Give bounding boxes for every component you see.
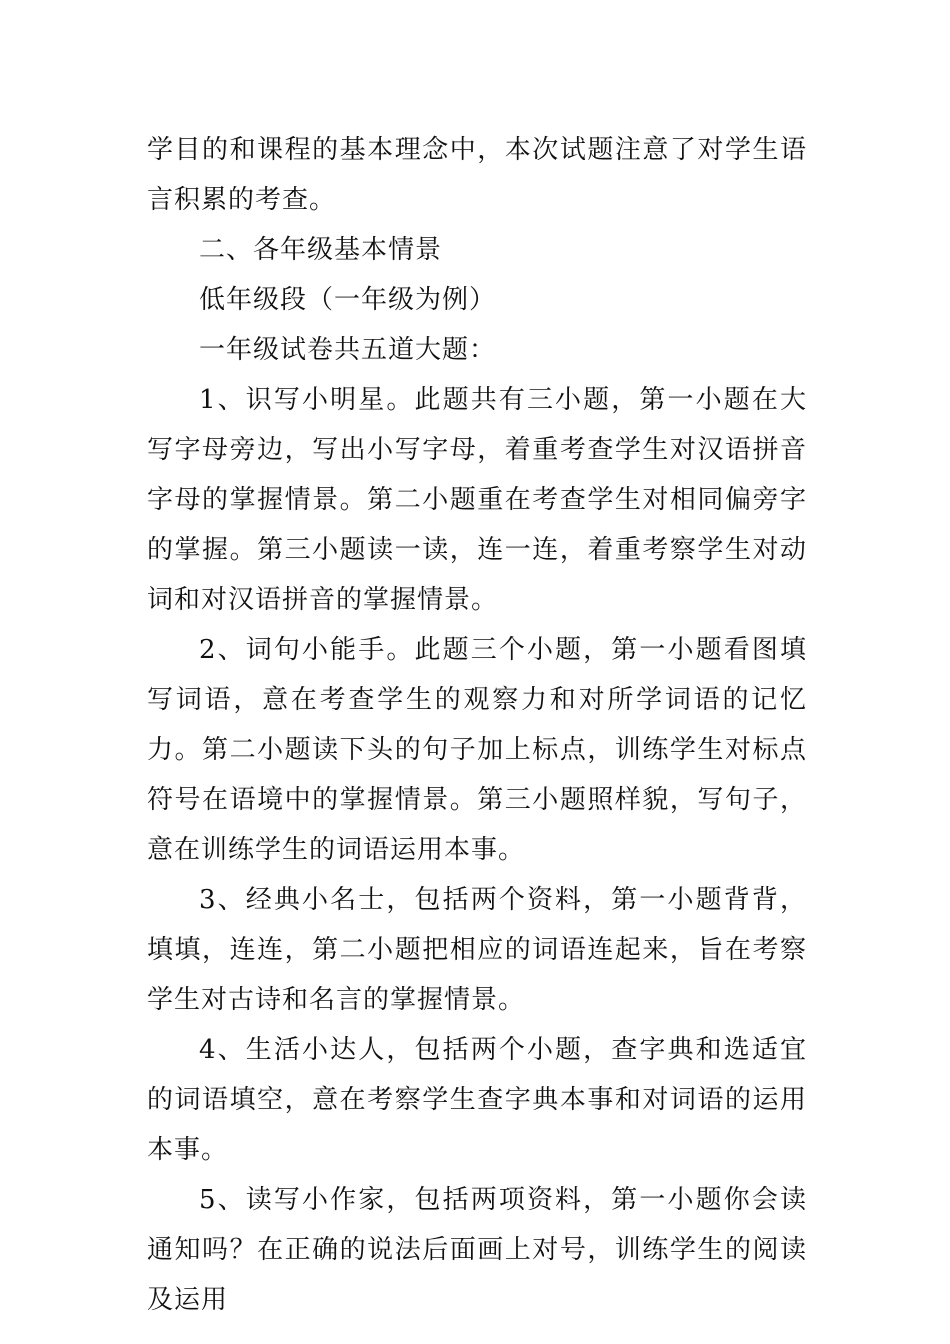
paragraph-1: 学目的和课程的基本理念中，本次试题注意了对学生语言积累的考查。: [147, 135, 807, 215]
list-item-5: 5、读写小作家，包括两项资料，第一小题你会读通知吗？在正确的说法后面画上对号，训练学生的阅读及运用: [147, 1185, 807, 1315]
list-item-4: 4、生活小达人，包括两个小题，查字典和选适宜的词语填空，意在考察学生查字典本事和对词语的运用本事。: [147, 1035, 807, 1165]
list-item-2: 2、词句小能手。此题三个小题，第一小题看图填写词语，意在考查学生的观察力和对所学词语的记忆力。第二小题读下头的句子加上标点，训练学生对标点符号在语境中的掌握情景。第三小题照样貌，写句子，意在训练学生的词语运用本事。: [147, 635, 807, 865]
list-item-1: 1、识写小明星。此题共有三小题，第一小题在大写字母旁边，写出小写字母，着重考查学生对汉语拼音字母的掌握情景。第二小题重在考查学生对相同偏旁字的掌握。第三小题读一读，连一连，着重考察学生对动词和对汉语拼音的掌握情景。: [147, 385, 807, 615]
paragraph-intro: 一年级试卷共五道大题：: [199, 335, 497, 365]
list-item-3: 3、经典小名士，包括两个资料，第一小题背背，填填，连连，第二小题把相应的词语连起来，旨在考察学生对古诗和名言的掌握情景。: [147, 885, 807, 1015]
section-heading: 二、各年级基本情景: [199, 235, 443, 265]
subsection-heading: 低年级段（一年级为例）: [199, 285, 497, 315]
document-body: [147, 125, 807, 1325]
